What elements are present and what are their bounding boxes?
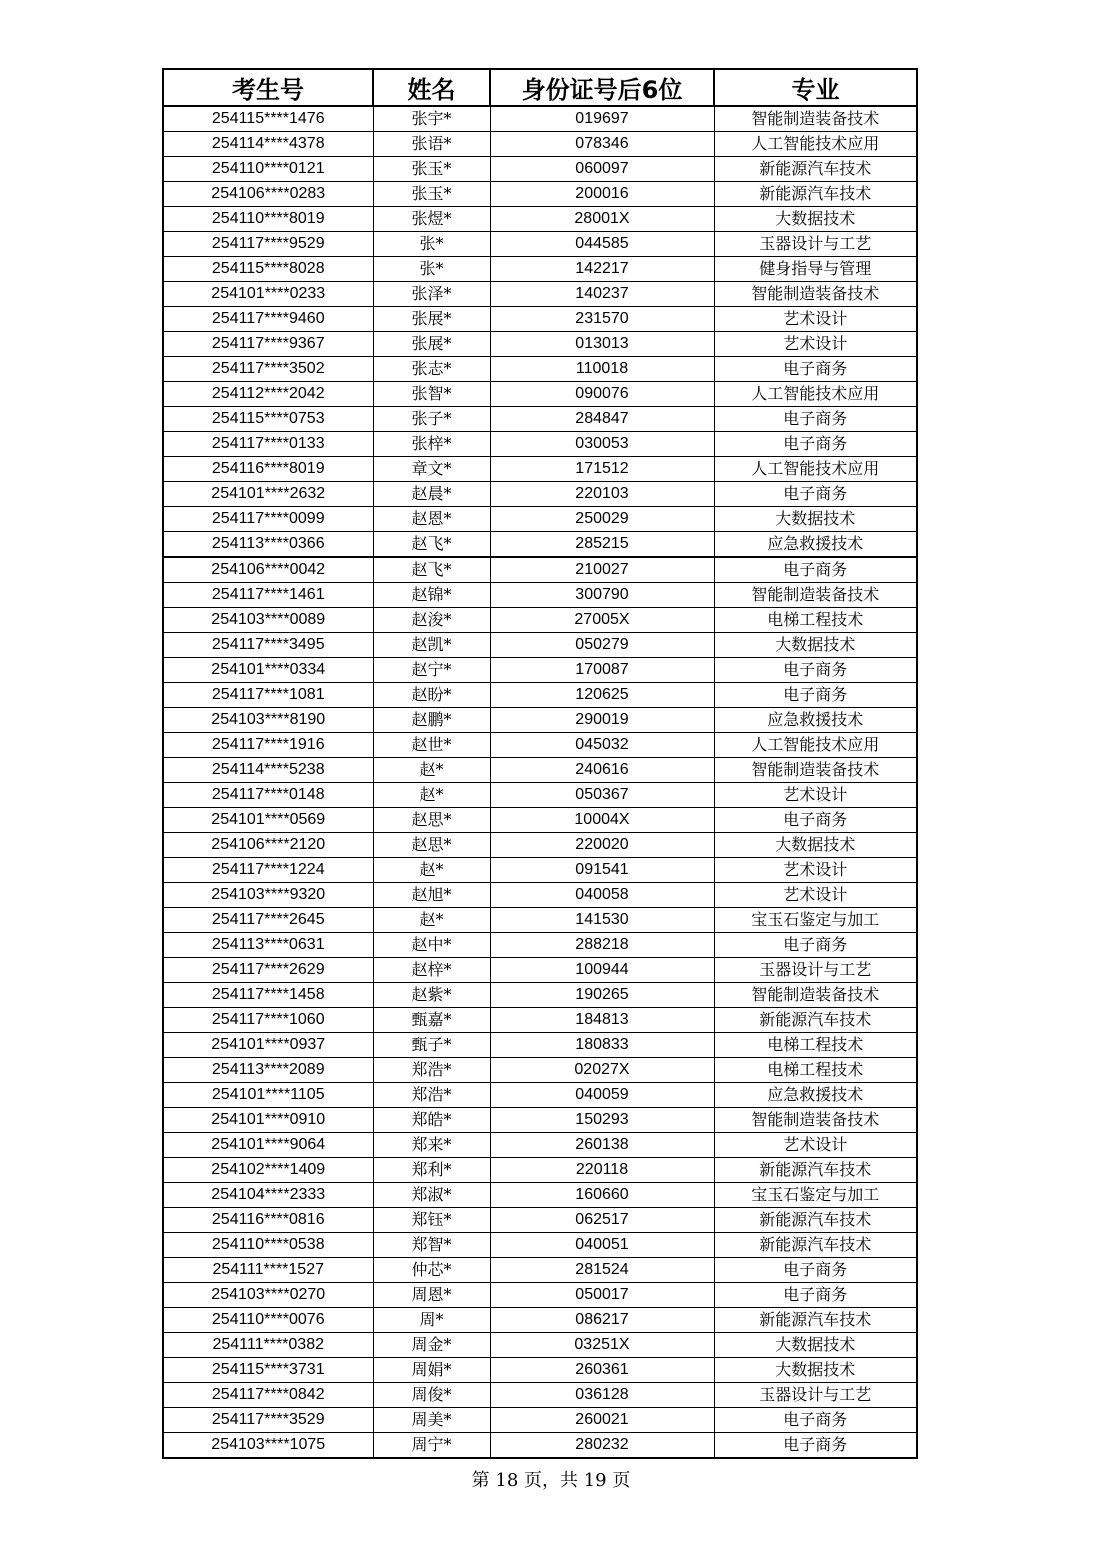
name-cell: 张泽* xyxy=(373,282,490,307)
major-cell: 大数据技术 xyxy=(714,1333,917,1358)
id-last6-cell: 285215 xyxy=(490,532,714,558)
major-cell: 智能制造装备技术 xyxy=(714,1108,917,1133)
major-cell: 智能制造装备技术 xyxy=(714,282,917,307)
name-cell: 张玉* xyxy=(373,157,490,182)
name-cell: 赵中* xyxy=(373,933,490,958)
table-row xyxy=(163,1358,917,1383)
table-row xyxy=(163,1333,917,1358)
major-cell: 健身指导与管理 xyxy=(714,257,917,282)
id-last6-cell: 02027X xyxy=(490,1058,714,1083)
id-last6-cell: 240616 xyxy=(490,758,714,783)
table-row xyxy=(163,608,917,633)
table-row xyxy=(163,207,917,232)
name-cell: 赵飞* xyxy=(373,532,490,558)
name-cell: 郑钰* xyxy=(373,1208,490,1233)
major-cell: 电子商务 xyxy=(714,557,917,583)
major-cell: 大数据技术 xyxy=(714,207,917,232)
table-row xyxy=(163,157,917,182)
exam-number-cell: 254117****1081 xyxy=(163,683,373,708)
header-row xyxy=(163,69,917,106)
major-cell: 应急救援技术 xyxy=(714,708,917,733)
table-row xyxy=(163,1308,917,1333)
name-cell: 张煜* xyxy=(373,207,490,232)
name-cell: 周恩* xyxy=(373,1283,490,1308)
major-cell: 电子商务 xyxy=(714,1433,917,1459)
table-row xyxy=(163,1008,917,1033)
id-last6-cell: 260138 xyxy=(490,1133,714,1158)
table-row xyxy=(163,106,917,132)
id-last6-cell: 040051 xyxy=(490,1233,714,1258)
major-cell: 智能制造装备技术 xyxy=(714,758,917,783)
major-cell: 新能源汽车技术 xyxy=(714,182,917,207)
major-cell: 应急救援技术 xyxy=(714,532,917,558)
name-cell: 赵恩* xyxy=(373,507,490,532)
table-row xyxy=(163,683,917,708)
id-last6-cell: 030053 xyxy=(490,432,714,457)
id-last6-cell: 288218 xyxy=(490,933,714,958)
id-last6-cell: 260021 xyxy=(490,1408,714,1433)
exam-number-cell: 254115****0753 xyxy=(163,407,373,432)
id-last6-cell: 141530 xyxy=(490,908,714,933)
id-last6-cell: 231570 xyxy=(490,307,714,332)
name-cell: 郑皓* xyxy=(373,1108,490,1133)
name-cell: 赵* xyxy=(373,783,490,808)
exam-number-cell: 254101****0233 xyxy=(163,282,373,307)
exam-number-cell: 254103****0089 xyxy=(163,608,373,633)
major-cell: 电子商务 xyxy=(714,482,917,507)
exam-number-cell: 254106****0283 xyxy=(163,182,373,207)
table-row xyxy=(163,482,917,507)
table-row xyxy=(163,658,917,683)
id-last6-cell: 090076 xyxy=(490,382,714,407)
major-cell: 艺术设计 xyxy=(714,858,917,883)
major-cell: 大数据技术 xyxy=(714,833,917,858)
table-row xyxy=(163,1133,917,1158)
table-row xyxy=(163,1433,917,1459)
table-row xyxy=(163,407,917,432)
name-cell: 张* xyxy=(373,232,490,257)
table-row xyxy=(163,182,917,207)
major-cell: 电子商务 xyxy=(714,933,917,958)
major-cell: 电梯工程技术 xyxy=(714,1033,917,1058)
major-cell: 新能源汽车技术 xyxy=(714,157,917,182)
name-cell: 赵* xyxy=(373,758,490,783)
major-cell: 电子商务 xyxy=(714,1408,917,1433)
id-last6-cell: 040058 xyxy=(490,883,714,908)
name-cell: 章文* xyxy=(373,457,490,482)
id-last6-cell: 050367 xyxy=(490,783,714,808)
id-last6-cell: 140237 xyxy=(490,282,714,307)
exam-number-cell: 254116****0816 xyxy=(163,1208,373,1233)
exam-number-cell: 254113****0631 xyxy=(163,933,373,958)
name-cell: 郑浩* xyxy=(373,1083,490,1108)
major-cell: 人工智能技术应用 xyxy=(714,382,917,407)
name-cell: 赵紫* xyxy=(373,983,490,1008)
major-cell: 大数据技术 xyxy=(714,633,917,658)
header-name: 姓名 xyxy=(373,69,490,106)
id-last6-cell: 050279 xyxy=(490,633,714,658)
major-cell: 新能源汽车技术 xyxy=(714,1208,917,1233)
id-last6-cell: 060097 xyxy=(490,157,714,182)
exam-number-cell: 254117****9367 xyxy=(163,332,373,357)
table-row xyxy=(163,132,917,157)
name-cell: 张展* xyxy=(373,332,490,357)
id-last6-cell: 036128 xyxy=(490,1383,714,1408)
table-row xyxy=(163,1108,917,1133)
major-cell: 电梯工程技术 xyxy=(714,608,917,633)
exam-number-cell: 254101****0569 xyxy=(163,808,373,833)
name-cell: 郑浩* xyxy=(373,1058,490,1083)
name-cell: 赵凯* xyxy=(373,633,490,658)
id-last6-cell: 190265 xyxy=(490,983,714,1008)
name-cell: 周* xyxy=(373,1308,490,1333)
id-last6-cell: 10004X xyxy=(490,808,714,833)
major-cell: 艺术设计 xyxy=(714,883,917,908)
exam-number-cell: 254101****1105 xyxy=(163,1083,373,1108)
id-last6-cell: 160660 xyxy=(490,1183,714,1208)
table-row xyxy=(163,1408,917,1433)
major-cell: 电子商务 xyxy=(714,357,917,382)
exam-number-cell: 254117****1461 xyxy=(163,583,373,608)
major-cell: 人工智能技术应用 xyxy=(714,733,917,758)
id-last6-cell: 019697 xyxy=(490,106,714,132)
table-row xyxy=(163,1058,917,1083)
major-cell: 艺术设计 xyxy=(714,332,917,357)
id-last6-cell: 142217 xyxy=(490,257,714,282)
table-row xyxy=(163,332,917,357)
table-row xyxy=(163,357,917,382)
table-row xyxy=(163,1258,917,1283)
major-cell: 新能源汽车技术 xyxy=(714,1008,917,1033)
major-cell: 玉器设计与工艺 xyxy=(714,1383,917,1408)
major-cell: 电子商务 xyxy=(714,658,917,683)
exam-number-cell: 254101****0910 xyxy=(163,1108,373,1133)
header-major: 专业 xyxy=(714,69,917,106)
exam-number-cell: 254117****2645 xyxy=(163,908,373,933)
name-cell: 赵思* xyxy=(373,833,490,858)
exam-number-cell: 254117****0842 xyxy=(163,1383,373,1408)
major-cell: 艺术设计 xyxy=(714,783,917,808)
exam-number-cell: 254103****9320 xyxy=(163,883,373,908)
table-row xyxy=(163,583,917,608)
name-cell: 赵盼* xyxy=(373,683,490,708)
exam-number-cell: 254103****1075 xyxy=(163,1433,373,1459)
table-header xyxy=(163,69,917,106)
name-cell: 郑利* xyxy=(373,1158,490,1183)
header-exam-number: 考生号 xyxy=(163,69,373,106)
table-row xyxy=(163,1233,917,1258)
exam-number-cell: 254110****8019 xyxy=(163,207,373,232)
name-cell: 赵* xyxy=(373,908,490,933)
id-last6-cell: 03251X xyxy=(490,1333,714,1358)
header-id-last6: 身份证号后6位 xyxy=(490,69,714,106)
name-cell: 张语* xyxy=(373,132,490,157)
exam-number-cell: 254110****0538 xyxy=(163,1233,373,1258)
table-row xyxy=(163,958,917,983)
exam-number-cell: 254117****3495 xyxy=(163,633,373,658)
major-cell: 宝玉石鉴定与加工 xyxy=(714,1183,917,1208)
name-cell: 周美* xyxy=(373,1408,490,1433)
id-last6-cell: 180833 xyxy=(490,1033,714,1058)
name-cell: 甄子* xyxy=(373,1033,490,1058)
exam-number-cell: 254115****3731 xyxy=(163,1358,373,1383)
major-cell: 电子商务 xyxy=(714,1283,917,1308)
name-cell: 赵飞* xyxy=(373,557,490,583)
id-last6-cell: 062517 xyxy=(490,1208,714,1233)
id-last6-cell: 281524 xyxy=(490,1258,714,1283)
id-last6-cell: 150293 xyxy=(490,1108,714,1133)
student-roster-table xyxy=(162,68,918,1459)
table-row xyxy=(163,1383,917,1408)
id-last6-cell: 091541 xyxy=(490,858,714,883)
table-row xyxy=(163,908,917,933)
major-cell: 电子商务 xyxy=(714,683,917,708)
exam-number-cell: 254113****0366 xyxy=(163,532,373,558)
exam-number-cell: 254110****0076 xyxy=(163,1308,373,1333)
exam-number-cell: 254117****1060 xyxy=(163,1008,373,1033)
exam-number-cell: 254101****0334 xyxy=(163,658,373,683)
exam-number-cell: 254117****0133 xyxy=(163,432,373,457)
table-row xyxy=(163,382,917,407)
table-row xyxy=(163,708,917,733)
id-last6-cell: 184813 xyxy=(490,1008,714,1033)
name-cell: 仲芯* xyxy=(373,1258,490,1283)
exam-number-cell: 254117****2629 xyxy=(163,958,373,983)
table-row xyxy=(163,883,917,908)
name-cell: 周俊* xyxy=(373,1383,490,1408)
exam-number-cell: 254112****2042 xyxy=(163,382,373,407)
table-row xyxy=(163,933,917,958)
major-cell: 人工智能技术应用 xyxy=(714,132,917,157)
major-cell: 智能制造装备技术 xyxy=(714,983,917,1008)
name-cell: 张玉* xyxy=(373,182,490,207)
table-row xyxy=(163,1083,917,1108)
exam-number-cell: 254101****0937 xyxy=(163,1033,373,1058)
id-last6-cell: 045032 xyxy=(490,733,714,758)
table-row xyxy=(163,432,917,457)
major-cell: 人工智能技术应用 xyxy=(714,457,917,482)
exam-number-cell: 254111****0382 xyxy=(163,1333,373,1358)
table-row xyxy=(163,808,917,833)
table-row xyxy=(163,983,917,1008)
table-row xyxy=(163,232,917,257)
id-last6-cell: 200016 xyxy=(490,182,714,207)
name-cell: 郑来* xyxy=(373,1133,490,1158)
exam-number-cell: 254106****0042 xyxy=(163,557,373,583)
exam-number-cell: 254115****1476 xyxy=(163,106,373,132)
id-last6-cell: 100944 xyxy=(490,958,714,983)
name-cell: 周娟* xyxy=(373,1358,490,1383)
table-row xyxy=(163,1158,917,1183)
major-cell: 新能源汽车技术 xyxy=(714,1308,917,1333)
name-cell: 张宇* xyxy=(373,106,490,132)
name-cell: 周宁* xyxy=(373,1433,490,1459)
name-cell: 张子* xyxy=(373,407,490,432)
name-cell: 赵浚* xyxy=(373,608,490,633)
exam-number-cell: 254104****2333 xyxy=(163,1183,373,1208)
table-row xyxy=(163,833,917,858)
exam-number-cell: 254117****9529 xyxy=(163,232,373,257)
name-cell: 赵锦* xyxy=(373,583,490,608)
id-last6-cell: 250029 xyxy=(490,507,714,532)
id-last6-cell: 040059 xyxy=(490,1083,714,1108)
id-last6-cell: 120625 xyxy=(490,683,714,708)
major-cell: 智能制造装备技术 xyxy=(714,583,917,608)
major-cell: 艺术设计 xyxy=(714,307,917,332)
exam-number-cell: 254102****1409 xyxy=(163,1158,373,1183)
name-cell: 赵思* xyxy=(373,808,490,833)
table-row xyxy=(163,633,917,658)
name-cell: 张志* xyxy=(373,357,490,382)
name-cell: 赵鹏* xyxy=(373,708,490,733)
id-last6-cell: 044585 xyxy=(490,232,714,257)
major-cell: 艺术设计 xyxy=(714,1133,917,1158)
major-cell: 大数据技术 xyxy=(714,1358,917,1383)
major-cell: 智能制造装备技术 xyxy=(714,106,917,132)
major-cell: 玉器设计与工艺 xyxy=(714,958,917,983)
table-row xyxy=(163,282,917,307)
major-cell: 新能源汽车技术 xyxy=(714,1158,917,1183)
id-last6-cell: 27005X xyxy=(490,608,714,633)
table-row xyxy=(163,758,917,783)
id-last6-cell: 170087 xyxy=(490,658,714,683)
id-last6-cell: 280232 xyxy=(490,1433,714,1459)
exam-number-cell: 254117****3502 xyxy=(163,357,373,382)
exam-number-cell: 254115****8028 xyxy=(163,257,373,282)
id-last6-cell: 210027 xyxy=(490,557,714,583)
major-cell: 宝玉石鉴定与加工 xyxy=(714,908,917,933)
exam-number-cell: 254106****2120 xyxy=(163,833,373,858)
name-cell: 张展* xyxy=(373,307,490,332)
exam-number-cell: 254101****9064 xyxy=(163,1133,373,1158)
major-cell: 电子商务 xyxy=(714,407,917,432)
id-last6-cell: 220103 xyxy=(490,482,714,507)
table-row xyxy=(163,557,917,583)
id-last6-cell: 013013 xyxy=(490,332,714,357)
table-row xyxy=(163,507,917,532)
table-row xyxy=(163,1033,917,1058)
exam-number-cell: 254117****9460 xyxy=(163,307,373,332)
name-cell: 赵* xyxy=(373,858,490,883)
id-last6-cell: 28001X xyxy=(490,207,714,232)
table-body xyxy=(163,106,917,1458)
id-last6-cell: 110018 xyxy=(490,357,714,382)
table-row xyxy=(163,457,917,482)
exam-number-cell: 254114****4378 xyxy=(163,132,373,157)
id-last6-cell: 290019 xyxy=(490,708,714,733)
id-last6-cell: 260361 xyxy=(490,1358,714,1383)
exam-number-cell: 254103****0270 xyxy=(163,1283,373,1308)
exam-number-cell: 254117****1224 xyxy=(163,858,373,883)
exam-number-cell: 254117****0148 xyxy=(163,783,373,808)
id-last6-cell: 171512 xyxy=(490,457,714,482)
name-cell: 赵梓* xyxy=(373,958,490,983)
exam-number-cell: 254117****3529 xyxy=(163,1408,373,1433)
exam-number-cell: 254103****8190 xyxy=(163,708,373,733)
id-last6-cell: 078346 xyxy=(490,132,714,157)
exam-number-cell: 254117****1916 xyxy=(163,733,373,758)
major-cell: 电子商务 xyxy=(714,1258,917,1283)
major-cell: 电子商务 xyxy=(714,808,917,833)
exam-number-cell: 254116****8019 xyxy=(163,457,373,482)
id-last6-cell: 300790 xyxy=(490,583,714,608)
table-row xyxy=(163,257,917,282)
name-cell: 张梓* xyxy=(373,432,490,457)
exam-number-cell: 254117****1458 xyxy=(163,983,373,1008)
exam-number-cell: 254113****2089 xyxy=(163,1058,373,1083)
table-row xyxy=(163,307,917,332)
table-row xyxy=(163,858,917,883)
id-last6-cell: 220118 xyxy=(490,1158,714,1183)
name-cell: 周金* xyxy=(373,1333,490,1358)
major-cell: 电子商务 xyxy=(714,432,917,457)
id-last6-cell: 086217 xyxy=(490,1308,714,1333)
major-cell: 大数据技术 xyxy=(714,507,917,532)
major-cell: 玉器设计与工艺 xyxy=(714,232,917,257)
id-last6-cell: 050017 xyxy=(490,1283,714,1308)
exam-number-cell: 254110****0121 xyxy=(163,157,373,182)
table-row xyxy=(163,532,917,558)
name-cell: 甄嘉* xyxy=(373,1008,490,1033)
major-cell: 新能源汽车技术 xyxy=(714,1233,917,1258)
exam-number-cell: 254101****2632 xyxy=(163,482,373,507)
name-cell: 赵晨* xyxy=(373,482,490,507)
id-last6-cell: 284847 xyxy=(490,407,714,432)
name-cell: 郑淑* xyxy=(373,1183,490,1208)
major-cell: 电梯工程技术 xyxy=(714,1058,917,1083)
major-cell: 应急救援技术 xyxy=(714,1083,917,1108)
table-row xyxy=(163,1183,917,1208)
exam-number-cell: 254117****0099 xyxy=(163,507,373,532)
table-row xyxy=(163,1283,917,1308)
table-row xyxy=(163,733,917,758)
exam-number-cell: 254114****5238 xyxy=(163,758,373,783)
name-cell: 赵宁* xyxy=(373,658,490,683)
name-cell: 张智* xyxy=(373,382,490,407)
id-last6-cell: 220020 xyxy=(490,833,714,858)
page-footer: 第 18 页，共 19 页 xyxy=(471,1470,631,1491)
name-cell: 赵世* xyxy=(373,733,490,758)
name-cell: 郑智* xyxy=(373,1233,490,1258)
name-cell: 赵旭* xyxy=(373,883,490,908)
name-cell: 张* xyxy=(373,257,490,282)
exam-number-cell: 254111****1527 xyxy=(163,1258,373,1283)
table-row xyxy=(163,1208,917,1233)
table-row xyxy=(163,783,917,808)
